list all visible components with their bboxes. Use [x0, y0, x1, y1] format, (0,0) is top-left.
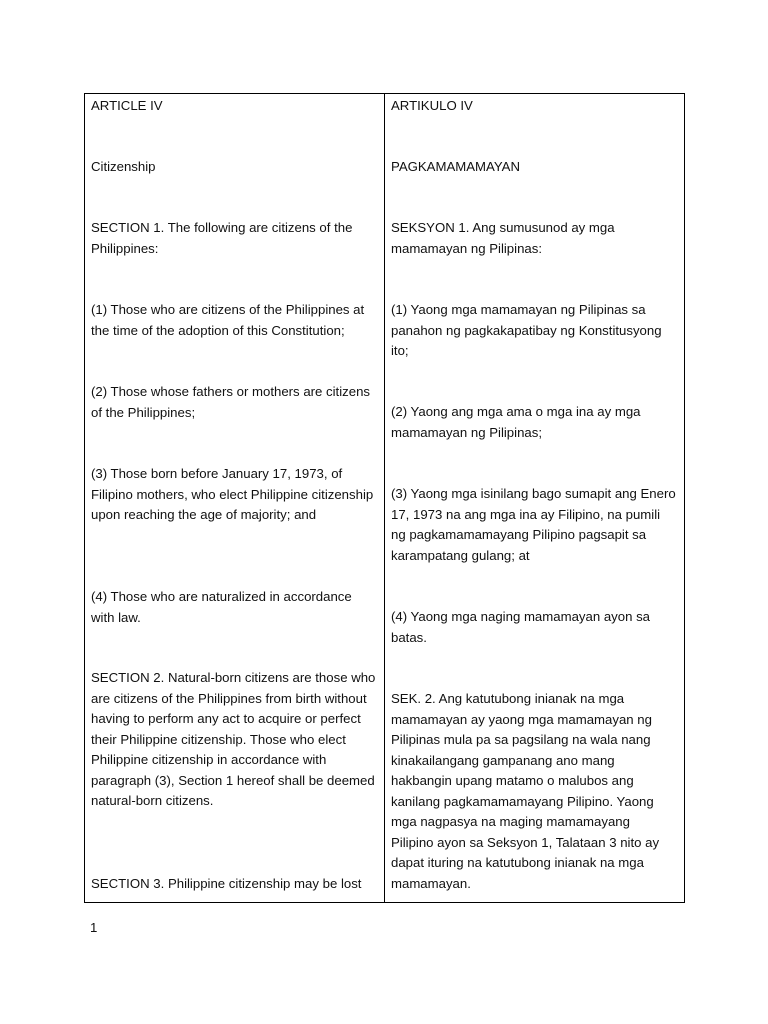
- seksyon-1-item-3: (3) Yaong mga isinilang bago sumapit ang Enero 17, 1973 na ang mga ina ay Filipino, na pumili ng pagkamamamayang Pilipino pagsapit sa karampatang gulang; at: [391, 486, 676, 563]
- section-1-item-3: (3) Those born before January 17, 1973, of Filipino mothers, who elect Philippine citizenship upon reaching the age of majority; and: [91, 466, 374, 522]
- section-3: SECTION 3. Philippine citizenship may be lost: [91, 876, 362, 891]
- section-1: SECTION 1. The following are citizens of the Philippines:: [91, 220, 353, 256]
- article-heading: ARTICLE IV: [91, 98, 163, 113]
- seksyon-1-item-2: (2) Yaong ang mga ama o mga ina ay mga mamamayan ng Pilipinas;: [391, 404, 641, 440]
- artikulo-title: PAGKAMAMAMAYAN: [391, 159, 520, 174]
- section-1-item-2: (2) Those whose fathers or mothers are citizens of the Philippines;: [91, 384, 371, 420]
- sek-2: SEK. 2. Ang katutubong inianak na mga mamamayan ay yaong mga mamamayan ng Pilipinas mula pa sa pagsilang na wala nang kinakailangang gampanang ano mang hakbangin upang matamo o malubos ang kanilang pagkamamamayang Pilipino. Yaong mga nagpasya na maging mamamayang Pilipino ayon sa Seksyon 1, Talataan 3 nito ay dapat ituring na katutubong inianak na mga mamamayan.: [391, 691, 660, 891]
- article-title: Citizenship: [91, 159, 156, 174]
- filipino-column: [385, 94, 684, 902]
- section-1-item-1: (1) Those who are citizens of the Philippines at the time of the adoption of this Constitution;: [91, 302, 365, 338]
- bilingual-table: [84, 93, 685, 903]
- seksyon-1-item-4: (4) Yaong mga naging mamamayan ayon sa batas.: [391, 609, 651, 645]
- seksyon-1-item-1: (1) Yaong mga mamamayan ng Pilipinas sa panahon ng pagkakapatibay ng Konstitusyong ito;: [391, 302, 662, 358]
- artikulo-heading: ARTIKULO IV: [391, 98, 473, 113]
- section-2: SECTION 2. Natural-born citizens are those who are citizens of the Philippines from birth without having to perform any act to acquire or perfect their Philippine citizenship. Those who elect Philippine citizenship in accordance with paragraph (3), Section 1 hereof shall be deemed natural-born citizens.: [91, 670, 376, 808]
- page-number: 1: [90, 920, 98, 935]
- english-column: [85, 94, 385, 902]
- seksyon-1: SEKSYON 1. Ang sumusunod ay mga mamamayan ng Pilipinas:: [391, 220, 615, 256]
- section-1-item-4: (4) Those who are naturalized in accordance with law.: [91, 589, 352, 625]
